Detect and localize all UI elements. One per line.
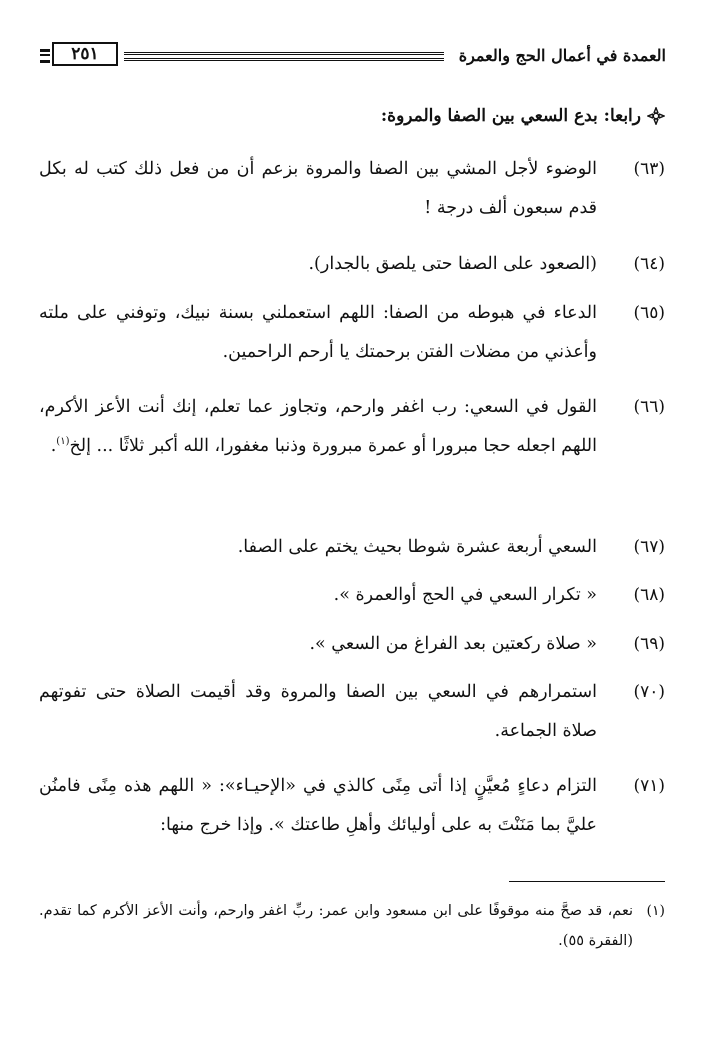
item-text — [39, 388, 597, 466]
list-item — [39, 767, 665, 845]
item-number: (٦٦) — [633, 397, 665, 417]
list-item — [39, 625, 665, 664]
running-header — [40, 38, 666, 72]
header-double-rule — [124, 52, 444, 61]
item-number: (٧١) — [633, 776, 665, 796]
item-number: (٦٣) — [633, 159, 665, 179]
item-number: (٦٩) — [633, 634, 665, 654]
footnote — [39, 896, 665, 956]
list-item — [39, 150, 665, 228]
item-text-body: القول في السعي: رب اغفر وارحم، وتجاوز عما تعلم، إنك أنت الأعز الأكرم، اللهم اجعله حجا مبرورا أو عمرة مبرورة وذنبا مغفورا، الله أكبر ثلاثًا ... إلخ — [39, 397, 597, 456]
item-text: « صلاة ركعتين بعد الفراغ من السعي ». — [309, 634, 597, 654]
item-text: الوضوء لأجل المشي بين الصفا والمروة بزعم أن من فعل ذلك كتب له بكل قدم سبعون ألف درجة ! — [39, 159, 597, 218]
item-text: الدعاء في هبوطه من الصفا: اللهم استعملني بسنة نبيك، وتوفني على ملته وأعذني من مضلات الفتن برحمتك يا أرحم الراحمين. — [39, 303, 597, 362]
item-text: (الصعود على الصفا حتى يلصق بالجدار). — [308, 254, 597, 274]
item-number: (٦٥) — [633, 303, 665, 323]
list-item — [39, 245, 665, 284]
footnote-reference[interactable]: (١) — [56, 436, 70, 448]
page-number: ٢٥١ — [52, 42, 118, 66]
list-item — [39, 528, 665, 567]
running-title: العمدة في أعمال الحج والعمرة — [458, 46, 666, 65]
footnote-separator — [509, 881, 665, 882]
item-text: « تكرار السعي في الحج أوالعمرة ». — [333, 585, 597, 605]
list-item — [39, 673, 665, 751]
footnote-text: نعم، قد صحَّ منه موقوفًا على ابن مسعود وابن عمر: ربِّ اغفر وارحم، وأنت الأعز الأكرم كما تقدم. (الفقرة ٥٥). — [39, 903, 633, 949]
item-number: (٦٤) — [633, 254, 665, 274]
flower-ornament-icon — [647, 107, 665, 125]
footnote-number: (١) — [646, 903, 665, 919]
item-text: السعي أربعة عشرة شوطا بحيث يختم على الصفا. — [237, 537, 597, 557]
item-number: (٦٨) — [633, 585, 665, 605]
section-heading — [381, 106, 665, 126]
item-text: استمرارهم في السعي بين الصفا والمروة وقد أقيمت الصلاة حتى تفوتهم صلاة الجماعة. — [39, 682, 597, 741]
list-item — [39, 576, 665, 615]
item-number: (٦٧) — [633, 537, 665, 557]
list-item — [39, 294, 665, 372]
section-heading-text: رابعا: بدع السعي بين الصفا والمروة: — [380, 106, 641, 126]
item-text-end: . — [50, 436, 57, 456]
list-item — [39, 388, 665, 466]
item-text: التزام دعاءٍ مُعيَّنٍ إذا أتى مِنًى كالذي في «الإحيـاء»: « اللهم هذه مِنًى فامنُن عليَّ بما مَنَنْتَ به على أوليائك وأهلِ طاعتك ». وإذا خرج منها: — [39, 776, 597, 835]
header-end-bars — [40, 49, 50, 63]
item-number: (٧٠) — [633, 682, 665, 702]
